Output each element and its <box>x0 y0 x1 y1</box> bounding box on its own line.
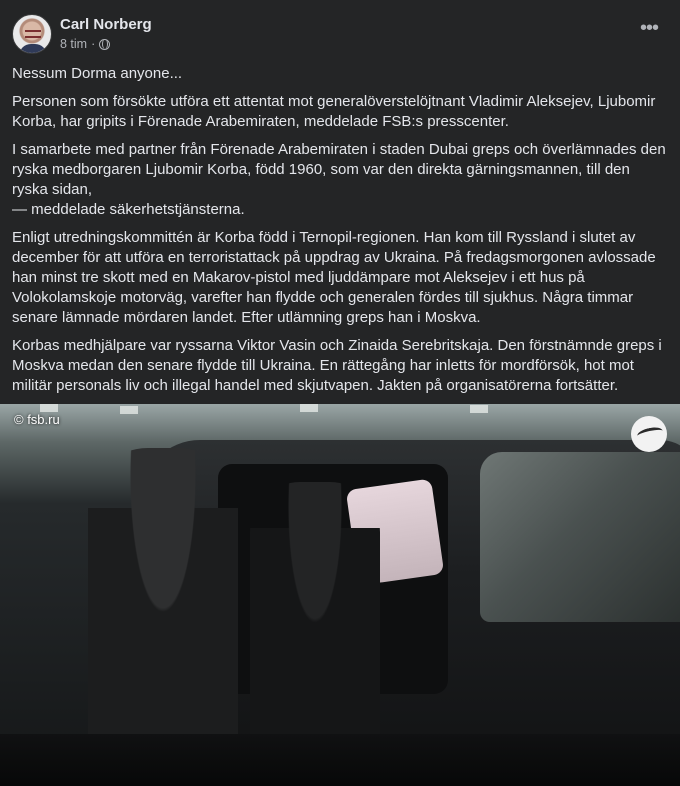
post-timestamp[interactable]: 8 tim <box>60 37 88 51</box>
post-paragraph: Korbas medhjälpare var ryssarna Viktor Vasin och Zinaida Serebritskaja. Den förstnämnde greps i Moskva medan den senare flydde till Ukraina. En rättegång har inletts för mordförsök, hot mot militär personals liv och illegal handel med skjutvapen. Jakten på organisatörerna fortsätter. <box>12 337 662 394</box>
image-credit: © fsb.ru <box>14 412 60 427</box>
ceiling-light <box>470 405 488 413</box>
meta-separator: · <box>91 37 96 51</box>
post-paragraph: Enligt utredningskommittén är Korba född i Ternopil-regionen. Han kom till Ryssland i slutet av december för att utföra en terroristattack på uppdrag av Ukraina. På fredagsmorgonen avlossade han minst tre skott med en Makarov-pistol med ljuddämpare mot Aleksejev i ett hus på Volokolamskoje motorväg, varefter han flydde och generalen fördes till sjukhus. Några timmar senare lämnade mördaren landet. Efter utlämning greps han i Moskva. <box>12 229 656 326</box>
post-paragraph: I samarbete med partner från Förenade Arabemiraten i staden Dubai greps och överlämnades den ryska medborgaren Ljubomir Korba, född 1960, som var den direkta gärningsmannen, till den ryska sidan, — meddelade säkerhetstjänsterna. <box>12 141 666 218</box>
ceiling-light <box>120 406 138 414</box>
ceiling-light <box>40 404 58 412</box>
author-name[interactable]: Carl Norberg <box>60 16 152 33</box>
globe-icon[interactable] <box>99 39 110 50</box>
post-text <box>12 64 668 404</box>
vehicle-window <box>480 452 680 622</box>
post-meta <box>60 37 110 51</box>
broadcaster-logo <box>631 416 667 452</box>
more-options-icon[interactable]: ••• <box>639 17 658 39</box>
post-paragraph: Personen som försökte utföra ett attentat mot generalöverstelöjtnant Vladimir Aleksejev, Ljubomir Korba, har gripits i Förenade Arabemiraten, meddelade FSB:s presscenter. <box>12 93 656 130</box>
post-paragraph: Nessum Dorma anyone... <box>12 65 183 82</box>
ceiling-light <box>300 404 318 412</box>
ground <box>0 734 680 786</box>
post-image[interactable] <box>0 404 680 786</box>
author-avatar[interactable] <box>12 14 52 54</box>
post-header <box>12 14 668 54</box>
